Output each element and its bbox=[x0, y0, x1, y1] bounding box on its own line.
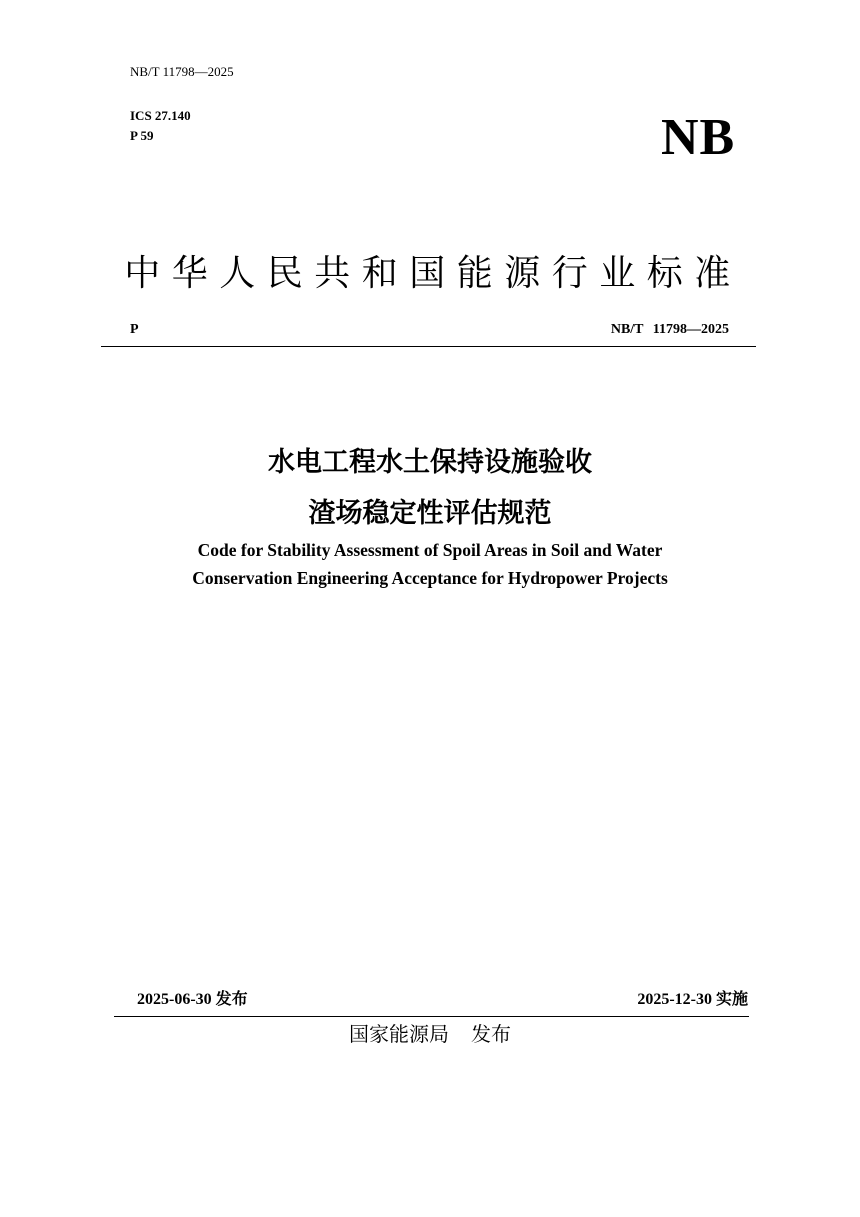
ics-number: ICS 27.140 bbox=[130, 108, 191, 123]
publisher bbox=[0, 1022, 860, 1046]
implementation-date-label: 实施 bbox=[715, 989, 748, 1008]
header-standard-code: NB/T 11798—2025 bbox=[130, 64, 234, 79]
standard-type-heading: 中华人民共和国能源行业标准 bbox=[124, 253, 742, 294]
top-divider bbox=[101, 346, 756, 347]
issue-date-label: 发布 bbox=[215, 989, 248, 1008]
ccs-number: P 59 bbox=[130, 128, 154, 143]
title-cn-line1: 水电工程水土保持设施验收 bbox=[268, 447, 592, 478]
issue-date-value: 2025-06-30 bbox=[137, 991, 212, 1008]
title-en-line2: Conservation Engineering Acceptance for Hydropower Projects bbox=[192, 568, 668, 588]
title-cn-line2: 渣场稳定性评估规范 bbox=[308, 498, 552, 529]
nb-logo: NB bbox=[661, 109, 736, 166]
title-en-line1: Code for Stability Assessment of Spoil Areas in Soil and Water bbox=[197, 540, 663, 560]
standard-number: NB/T 11798—2025 bbox=[610, 322, 729, 337]
implementation-date-value: 2025-12-30 bbox=[637, 991, 712, 1008]
bottom-divider bbox=[114, 1016, 749, 1017]
implementation-date bbox=[637, 986, 748, 1009]
issue-date bbox=[137, 986, 248, 1009]
publisher-name: 国家能源局 bbox=[349, 1022, 449, 1046]
classification-code: P bbox=[130, 322, 139, 337]
publisher-action: 发布 bbox=[471, 1022, 511, 1046]
